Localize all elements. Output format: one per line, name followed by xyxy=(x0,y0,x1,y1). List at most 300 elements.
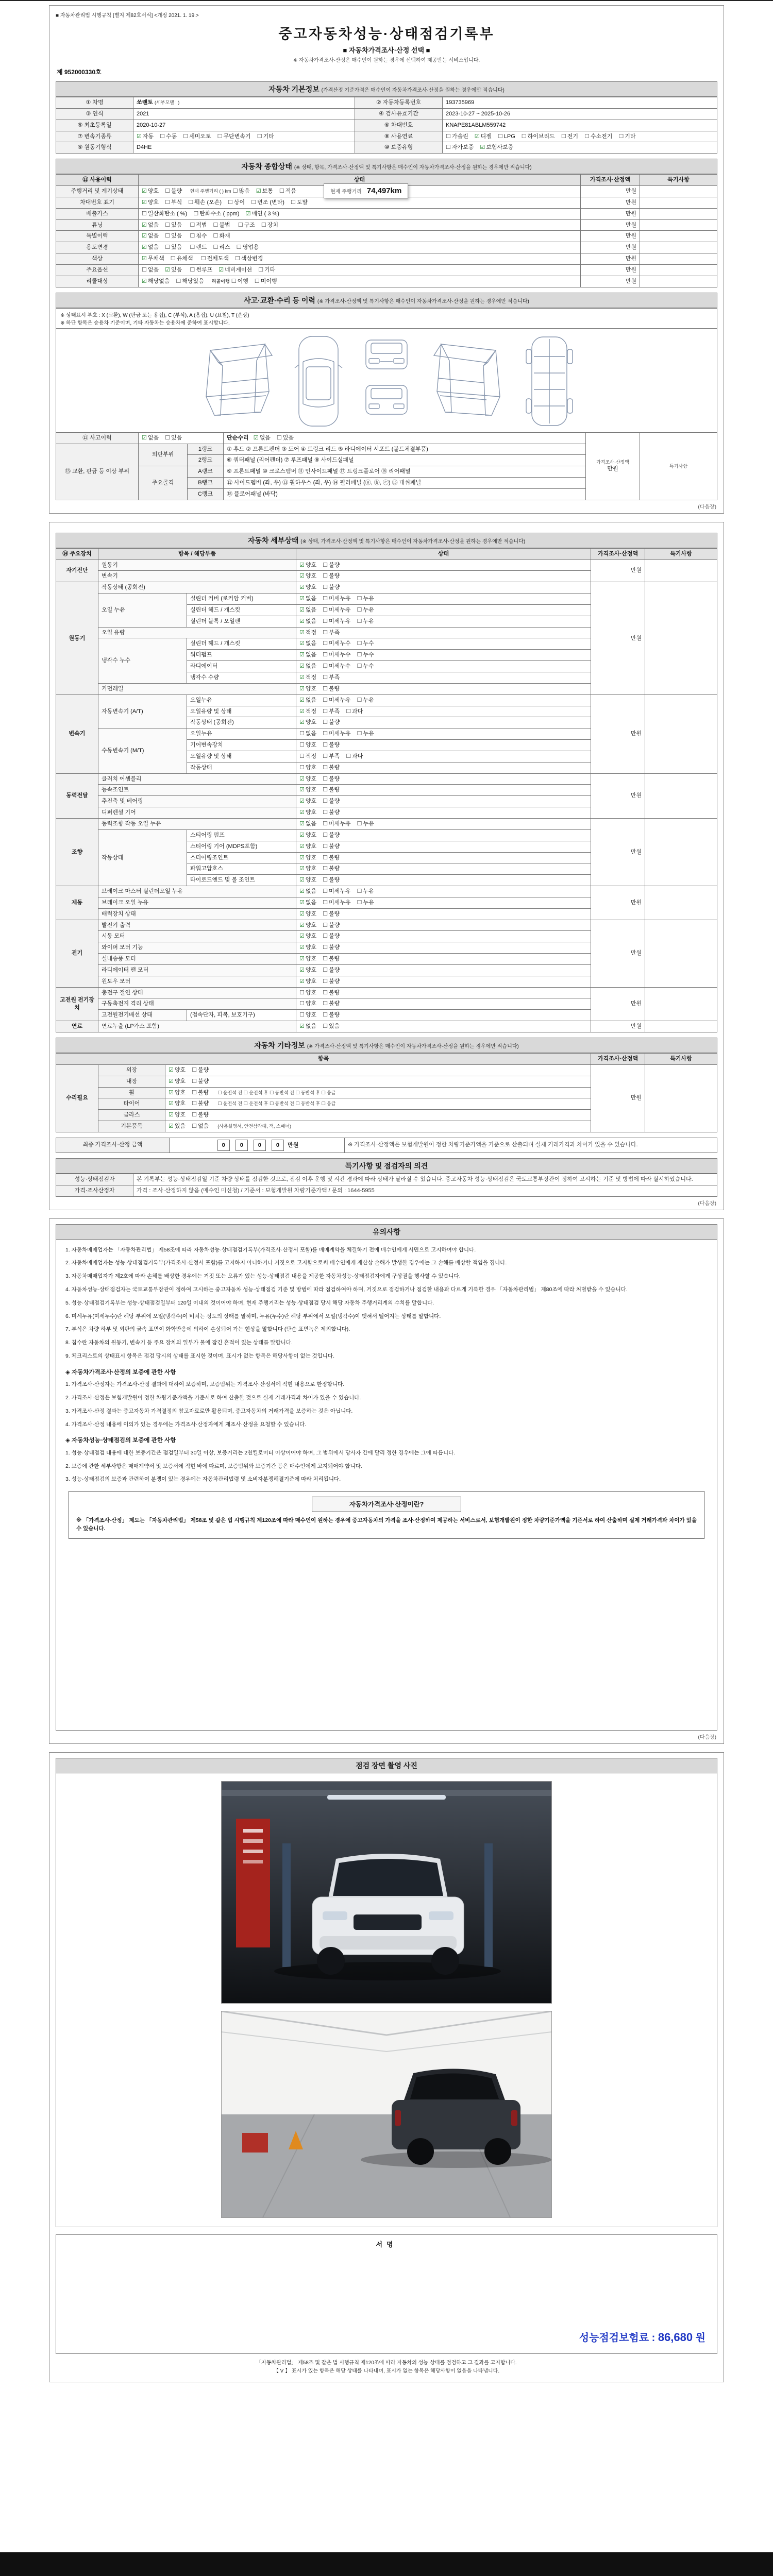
checkbox-option[interactable]: ☐ 부족 xyxy=(323,707,340,715)
checkbox-option[interactable]: ☑ 없음 xyxy=(299,663,317,670)
checkbox-option[interactable]: ☑ 없음 xyxy=(299,888,317,895)
checkbox-option[interactable]: ☑ 양호 xyxy=(299,921,317,928)
checkbox-checked-icon: ☑ xyxy=(299,955,305,962)
checkbox-option[interactable]: ☑ 양호 xyxy=(299,865,317,872)
checkbox-empty-icon: ☐ xyxy=(323,561,328,568)
checkbox-option[interactable]: ☐ 구조 xyxy=(238,221,255,228)
checkbox-option[interactable]: ☐ 있음 xyxy=(165,434,182,441)
recall-row: 리콜대상 ☑ 해당없음 ☐ 해당있음 리콜이행 ☐ 이행 ☐ 미이행 만원 xyxy=(56,276,717,287)
checkbox-option[interactable]: ☐ 불량 xyxy=(323,910,340,917)
checkbox-option[interactable]: ☐ 적정 xyxy=(299,752,317,759)
checkbox-option[interactable]: ☐ 누수 xyxy=(357,651,374,658)
checkbox-option[interactable]: ☑ 네비게이션 xyxy=(219,266,253,273)
col-etc-item: 항목 xyxy=(56,1054,591,1065)
checkbox-option[interactable]: ☑ 없음 xyxy=(299,820,317,827)
car-underbody-diagram xyxy=(525,334,574,429)
checkbox-option[interactable]: ☐ 누유 xyxy=(357,899,374,906)
checkbox-option[interactable]: ☐ 하이브리드 xyxy=(521,132,555,140)
checkbox-option[interactable]: ☐ 누유 xyxy=(357,696,374,703)
checkbox-option[interactable]: ☐ 불량 xyxy=(323,685,340,692)
checkbox-option[interactable]: ☑ 양호 xyxy=(169,1066,186,1073)
checkbox-option[interactable]: ☐ 누유 xyxy=(357,820,374,827)
checkbox-option[interactable]: ☐ 불량 xyxy=(323,842,340,850)
checkbox-option[interactable]: ☐ 미세누유 xyxy=(323,899,351,906)
checkbox-checked-icon: ☑ xyxy=(299,933,305,940)
checkbox-option[interactable]: ☐ 불량 xyxy=(323,876,340,884)
checkbox-option[interactable]: ☑ 보통 xyxy=(256,188,273,195)
checkbox-empty-icon: ☐ xyxy=(234,255,240,262)
checkbox-option[interactable]: ☑ 양호 xyxy=(299,809,317,816)
checkbox-checked-icon: ☑ xyxy=(474,132,480,140)
checkbox-option[interactable]: ☐ 불량 xyxy=(323,989,340,996)
checkbox-option[interactable]: ☐ 없음 xyxy=(299,730,317,737)
checkbox-empty-icon: ☐ xyxy=(323,696,328,703)
notice-item: 3. 자동차매매업자가 제2호에 따라 손해를 배상한 경우에는 거짓 또는 오류가 있는 성능·상태점검 내용을 제공한 자동차성능·상태점검자에게 구상권을 행사할 수 있습니다. xyxy=(65,1273,461,1280)
checkbox-option[interactable]: ☐ 미세누유 xyxy=(323,696,351,703)
state-cell xyxy=(296,1021,591,1032)
checkbox-option[interactable]: ☐ 있음 xyxy=(165,221,182,228)
checkbox-empty-icon: ☐ xyxy=(357,663,362,670)
transmission-label: ⑦ 변속기종류 xyxy=(56,131,133,142)
checkbox-option[interactable]: ☑ 있음 xyxy=(169,1123,186,1130)
checkbox-option[interactable]: ☐ 미이행 xyxy=(254,277,277,284)
checkbox-option[interactable]: ☐ 미세누유 xyxy=(323,730,351,737)
state-cell xyxy=(296,818,591,829)
checkbox-option[interactable]: ☐ 불량 xyxy=(323,854,340,861)
checkbox-option[interactable]: ☑ 양호 xyxy=(299,775,317,782)
checkbox-option[interactable]: ☑ 양호 xyxy=(299,854,317,861)
checkbox-option[interactable]: ☐ 불량 xyxy=(192,1111,209,1118)
checkbox-option[interactable]: ☐ LPG xyxy=(497,132,515,140)
checkbox-option[interactable]: ☐ 없음 xyxy=(142,266,159,273)
item-cell: 동력조향 작동 오일 누유 xyxy=(98,818,296,829)
checkbox-option[interactable]: ☐ 불량 xyxy=(192,1077,209,1084)
checkbox-checked-icon: ☑ xyxy=(137,132,142,140)
vin-mark-options xyxy=(139,197,581,208)
checkbox-option[interactable]: ☐ 불량 xyxy=(323,1000,340,1007)
checkbox-option[interactable]: ☑ 적정 xyxy=(299,629,317,636)
remark-cell xyxy=(645,1021,717,1032)
outer-panel-label: 외판부위 xyxy=(139,444,188,466)
etc-info-table xyxy=(56,1053,717,1132)
checkbox-empty-icon: ☐ xyxy=(213,221,219,228)
usage-change-row: 용도변경 ☑ 없음 ☐ 있음 ☐ 렌트 ☐ 리스 ☐ 영업용 만원 xyxy=(56,242,717,253)
checkbox-option[interactable]: ☐ 부식 xyxy=(165,198,182,206)
checkbox-option[interactable]: ☐ 기타 xyxy=(618,132,636,140)
checkbox-option[interactable]: ☐ 훼손 (오손) xyxy=(188,198,222,206)
inspector-label: 성능·상태점검자 xyxy=(56,1174,133,1185)
checkbox-option[interactable]: ☐ 과다 xyxy=(346,707,363,715)
checkbox-option[interactable]: ☐ 미세누수 xyxy=(323,663,351,670)
checkbox-option[interactable]: ☐ 미세누유 xyxy=(323,595,351,602)
rank1-parts: ① 후드 ② 프론트펜더 ③ 도어 ④ 트렁크 리드 ⑤ 라디에이터 서포트 (볼트체결부품) xyxy=(224,444,586,455)
checkbox-option[interactable]: ☑ 없음 xyxy=(253,434,271,441)
rank2-label: 2랭크 xyxy=(188,455,224,466)
signature-title: 서명 xyxy=(376,2240,397,2248)
checkbox-option[interactable]: ☐ 불량 xyxy=(323,741,340,749)
remark-cell xyxy=(645,818,717,886)
checkbox-option[interactable]: ☐ 불량 xyxy=(192,1066,209,1073)
device-group-cell: 제동 xyxy=(56,886,98,920)
col-detail-price: 가격조사·산정액 xyxy=(591,548,645,560)
detail-row xyxy=(56,987,717,998)
checkbox-option[interactable]: ☐ 누수 xyxy=(357,640,374,647)
checkbox-checked-icon: ☑ xyxy=(299,820,305,827)
checkbox-option[interactable]: ☐ 자가보증 xyxy=(446,144,474,151)
checkbox-option[interactable]: ☐ 불량 xyxy=(192,1100,209,1107)
tuning-state xyxy=(139,219,581,231)
checkbox-option[interactable]: ☐ 불량 xyxy=(323,921,340,928)
checkbox-option[interactable]: ☑ 매연 ( 3 %) xyxy=(245,210,279,217)
checkbox-option[interactable]: ☐ 화재 xyxy=(213,232,230,240)
car-diagrams xyxy=(56,328,717,432)
checkbox-empty-icon: ☐ xyxy=(323,663,328,670)
remark-cell xyxy=(645,694,717,773)
checkbox-option[interactable]: ☐ 가솔린 xyxy=(446,132,468,140)
checkbox-option[interactable]: ☑ 양호 xyxy=(299,798,317,805)
checkbox-option[interactable]: ☐ 양호 xyxy=(299,989,317,996)
checkbox-option[interactable]: ☐ 영업용 xyxy=(236,244,259,251)
col-state: 상태 xyxy=(139,175,581,186)
checkbox-option[interactable]: ☑ 적정 xyxy=(299,707,317,715)
checkbox-option[interactable]: ☑ 자동 xyxy=(137,132,154,140)
checkbox-option[interactable]: ☑ 양호 xyxy=(299,933,317,940)
detail-row xyxy=(56,560,717,571)
checkbox-empty-icon: ☐ xyxy=(165,244,171,251)
rankA-parts: ⑨ 프론트패널 ⑩ 크로스멤버 ⑪ 인사이드패널 ⑰ 트렁크플로어 ⑱ 리어패널 xyxy=(224,466,586,478)
checkbox-option[interactable]: ☐ 불법 xyxy=(213,221,230,228)
checkbox-option[interactable]: ☐ 있음 xyxy=(165,244,182,251)
final-price-unit: 만원 xyxy=(287,1142,299,1148)
checkbox-option[interactable]: ☐ 불량 xyxy=(323,933,340,940)
col-usage: ⑪ 사용이력 xyxy=(56,175,139,186)
checkbox-checked-icon: ☑ xyxy=(299,696,305,703)
checkbox-checked-icon: ☑ xyxy=(142,198,147,206)
checkbox-empty-icon: ☐ xyxy=(165,221,171,228)
checkbox-option[interactable]: ☐ 미세누수 xyxy=(323,640,351,647)
checkbox-empty-icon: ☐ xyxy=(323,775,328,782)
checkbox-option[interactable]: ☐ 미세누유 xyxy=(323,606,351,613)
checkbox-option[interactable]: ☐ 유채색 xyxy=(170,255,193,262)
state-cell xyxy=(296,976,591,987)
about-price-survey-box xyxy=(69,1491,704,1539)
checkbox-option[interactable]: ☑ 양호 xyxy=(299,561,317,568)
checkbox-option[interactable]: ☐ 누수 xyxy=(357,663,374,670)
checkbox-option[interactable]: ☑ 양호 xyxy=(169,1100,186,1107)
detail-table-body xyxy=(56,560,717,1032)
item-cell: 커먼레일 xyxy=(98,683,296,694)
checkbox-option[interactable]: ☐ 불량 xyxy=(323,572,340,580)
checkbox-option[interactable]: ☐ 해당있음 xyxy=(176,277,204,284)
checkbox-option[interactable]: ☐ 적법 xyxy=(190,221,207,228)
checkbox-empty-icon: ☐ xyxy=(357,651,362,658)
checkbox-empty-icon: ☐ xyxy=(323,640,328,647)
next-page-note: (다음장) xyxy=(698,1200,716,1207)
checkbox-option[interactable]: ☑ 없음 xyxy=(142,221,159,228)
checkbox-option[interactable]: ☐ 이행 xyxy=(231,277,248,284)
part-cell: 오일누유 xyxy=(187,728,296,740)
checkbox-checked-icon: ☑ xyxy=(256,188,261,195)
state-cell xyxy=(296,954,591,965)
checkbox-option[interactable]: ☑ 양호 xyxy=(142,188,159,195)
car-name: 쏘렌토 xyxy=(137,99,153,106)
checkbox-option[interactable]: ☑ 없음 xyxy=(142,232,159,240)
checkbox-option[interactable]: ☐ 불량 xyxy=(323,865,340,872)
part-cell: 작동상태 xyxy=(187,762,296,773)
state-cell xyxy=(296,683,591,694)
checkbox-checked-icon: ☑ xyxy=(142,188,147,195)
checkbox-option[interactable]: ☐ 불량 xyxy=(323,944,340,951)
part-cell: 실린더 커버 (로커암 커버) xyxy=(187,594,296,605)
checkbox-option[interactable]: ☑ 양호 xyxy=(299,584,317,591)
checkbox-option[interactable]: ☐ 수동 xyxy=(160,132,177,140)
fee-label: 성능점검보험료 : xyxy=(579,2332,656,2344)
checkbox-empty-icon: ☐ xyxy=(299,730,305,737)
section-final-price xyxy=(56,1138,717,1153)
document-footer xyxy=(56,2354,717,2380)
checkbox-option[interactable]: ☐ 적음 xyxy=(279,188,296,195)
notice-item: 3. 가격조사·산정 결과는 중고자동차 가격결정의 참고자료로만 활용되며, 중고자동차의 거래가격을 보증하는 것은 아닙니다. xyxy=(65,1408,353,1414)
checkbox-empty-icon: ☐ xyxy=(251,198,257,206)
checkbox-option[interactable]: ☐ 불량 xyxy=(323,719,340,726)
checkbox-empty-icon: ☐ xyxy=(323,1000,328,1007)
checkbox-option[interactable]: ☐ 불량 xyxy=(165,188,182,195)
tuning-label: 튜닝 xyxy=(56,219,139,231)
checkbox-option[interactable]: ☐ 있음 xyxy=(165,232,182,240)
checkbox-option[interactable]: ☐ 침수 xyxy=(190,232,207,240)
notice-list xyxy=(65,1246,708,1361)
about-price-survey-title: 자동차가격조사·산정이란? xyxy=(312,1497,461,1512)
checkbox-option[interactable]: ☐ 전체도색 xyxy=(200,255,229,262)
checkbox-option[interactable]: ☑ 무채색 xyxy=(142,255,164,262)
col-price: 가격조사·산정액 xyxy=(581,175,640,186)
checkbox-option[interactable]: ☑ 없음 xyxy=(142,244,159,251)
checkbox-empty-icon: ☐ xyxy=(323,921,328,928)
checkbox-empty-icon: ☐ xyxy=(323,910,328,917)
rankC-parts: ⑮ 플로어패널 (바닥) xyxy=(224,488,586,500)
checkbox-option[interactable]: ☐ 불량 xyxy=(323,809,340,816)
price-cell: 만원 xyxy=(591,818,645,886)
checkbox-option[interactable]: ☑ 양호 xyxy=(299,966,317,973)
notice-item: 7. 부식은 차량 하부 및 외판의 금속 표면이 화학반응에 의하여 손상되어 가는 현상을 말합니다 (단순 표면녹은 제외합니다). xyxy=(65,1326,350,1333)
etc-item-cell: 휠 xyxy=(98,1087,165,1098)
checkbox-option[interactable]: ☑ 있음 xyxy=(165,266,182,273)
checkbox-option[interactable]: ☑ 없음 xyxy=(299,899,317,906)
checkbox-option[interactable]: ☐ 불량 xyxy=(192,1089,209,1096)
checkbox-option[interactable]: ☐ 미세누유 xyxy=(323,617,351,624)
checkbox-option[interactable]: ☑ 없음 xyxy=(299,651,317,658)
checkbox-empty-icon: ☐ xyxy=(231,277,237,284)
checkbox-option[interactable]: ☑ 양호 xyxy=(142,198,159,206)
checkbox-empty-icon: ☐ xyxy=(176,277,181,284)
checkbox-empty-icon: ☐ xyxy=(323,606,328,613)
mileage-popup xyxy=(324,183,408,198)
checkbox-option[interactable]: ☐ 불량 xyxy=(323,764,340,771)
accident-history-label: ⑫ 사고이력 xyxy=(56,432,139,444)
checkbox-option[interactable]: ☑ 양호 xyxy=(299,719,317,726)
checkbox-option[interactable]: ☐ 무단변속기 xyxy=(217,132,251,140)
checkbox-option[interactable]: ☐ 양호 xyxy=(299,1000,317,1007)
checkbox-option[interactable]: ☐ 장치 xyxy=(261,221,278,228)
checkbox-empty-icon: ☐ xyxy=(323,842,328,850)
checkbox-option[interactable]: ☐ 누유 xyxy=(357,606,374,613)
checkbox-option[interactable]: ☑ 양호 xyxy=(299,944,317,951)
warranty-type-options xyxy=(443,142,717,154)
checkbox-option[interactable]: ☑ 양호 xyxy=(299,572,317,580)
col-device: ⑭ 주요장치 xyxy=(56,548,98,560)
first-registration-label: ⑤ 최초등록일 xyxy=(56,120,133,131)
checkbox-option[interactable]: ☑ 없음 xyxy=(299,617,317,624)
checkbox-option[interactable]: ☐ 세미오토 xyxy=(183,132,211,140)
checkbox-option[interactable]: ☐ 미세누수 xyxy=(323,651,351,658)
basic-info-title: 자동차 기본정보 xyxy=(268,85,320,93)
checkbox-option[interactable]: ☐ 불량 xyxy=(323,584,340,591)
checkbox-option[interactable]: ☐ 미세누유 xyxy=(323,820,351,827)
checkbox-checked-icon: ☑ xyxy=(299,831,305,838)
remark-cell xyxy=(645,1064,717,1132)
checkbox-option[interactable]: ☑ 없음 xyxy=(142,434,159,441)
checkbox-option[interactable]: ☐ 불량 xyxy=(323,977,340,985)
checkbox-option[interactable]: ☑ 양호 xyxy=(299,876,317,884)
checkbox-option[interactable]: ☑ 양호 xyxy=(299,977,317,985)
final-price-label: 최종 가격조사·산정 금액 xyxy=(56,1138,170,1153)
state-cell xyxy=(296,987,591,998)
checkbox-option[interactable]: ☐ 색상변경 xyxy=(234,255,263,262)
checkbox-option[interactable]: ☐ 불량 xyxy=(323,955,340,962)
checkbox-option[interactable]: ☐ 누유 xyxy=(357,617,374,624)
table-row xyxy=(56,131,717,142)
checkbox-option[interactable]: ☑ 양호 xyxy=(299,831,317,838)
footer-line-2: 【 V 】 표시가 있는 항목은 해당 상태를 나타내며, 표시가 없는 항목은 해당사항이 없음을 나타냅니다. xyxy=(273,2368,500,2374)
checkbox-option[interactable]: ☐ 기타 xyxy=(257,132,274,140)
checkbox-option[interactable]: ☐ 변조 (변타) xyxy=(251,198,284,206)
checkbox-option[interactable]: ☑ 양호 xyxy=(299,955,317,962)
checkbox-option[interactable]: ☐ 양호 xyxy=(299,1011,317,1019)
checkbox-option[interactable]: ☐ 부족 xyxy=(323,752,340,759)
device-group-cell: 동력전달 xyxy=(56,773,98,818)
checkbox-checked-icon: ☑ xyxy=(299,674,305,681)
checkbox-option[interactable]: ☑ 양호 xyxy=(169,1089,186,1096)
car-top-view-diagram xyxy=(294,334,343,429)
footer-line-1: 「자동차관리법」 제58조 및 같은 법 시행규칙 제120조에 따라 자동차의 성능·상태를 점검하고 그 결과를 고지합니다. xyxy=(256,2360,517,2366)
remark-cell xyxy=(640,186,717,197)
checkbox-option[interactable]: ☐ 양호 xyxy=(299,764,317,771)
checkbox-option[interactable]: ☐ 누유 xyxy=(357,730,374,737)
part-cell: 오일유량 및 상태 xyxy=(187,706,296,717)
checkbox-option[interactable]: ☐ 과다 xyxy=(346,752,363,759)
checkbox-option[interactable]: ☑ 없음 xyxy=(299,595,317,602)
checkbox-option[interactable]: ☑ 없음 xyxy=(299,696,317,703)
notice-item: 1. 가격조사·산정자는 가격조사·산정 결과에 대하여 보증하며, 보증범위는 가격조사·산정서에 적힌 내용으로 한정합니다. xyxy=(65,1381,345,1388)
checkbox-option[interactable]: ☐ 불량 xyxy=(323,798,340,805)
state-cell xyxy=(296,661,591,672)
checkbox-option[interactable]: ☑ 양호 xyxy=(169,1111,186,1118)
detail-row xyxy=(56,694,717,706)
mileage-row-label: 주행거리 및 계기상태 xyxy=(56,186,139,197)
perf-guarantee-title: ◈ 자동차성능·상태점검의 보증에 관한 사항 xyxy=(65,1437,176,1444)
detail-row xyxy=(56,818,717,829)
checkbox-option[interactable]: ☑ 해당없음 xyxy=(142,277,170,284)
checkbox-option[interactable]: ☐ 없음 xyxy=(192,1123,209,1130)
checkbox-option[interactable]: ☑ 없음 xyxy=(299,606,317,613)
checkbox-option[interactable]: ☑ 양호 xyxy=(169,1077,186,1084)
checkbox-option[interactable]: ☐ 기타 xyxy=(258,266,276,273)
checkbox-option[interactable]: ☐ 수소전기 xyxy=(584,132,613,140)
vin-mark-row: 차대번호 표기 ☑ 양호 ☐ 부식 ☐ 훼손 (오손) ☐ 상이 ☐ 변조 (변타) ☐ 도말 만원 xyxy=(56,197,717,208)
notice-header: 유의사항 xyxy=(56,1224,717,1240)
checkbox-option[interactable]: ☐ 불량 xyxy=(323,831,340,838)
checkbox-checked-icon: ☑ xyxy=(299,842,305,850)
checkbox-option[interactable]: ☑ 양호 xyxy=(299,786,317,793)
checkbox-option[interactable]: ☐ 전기 xyxy=(561,132,578,140)
checkbox-option[interactable]: ☐ 미세누유 xyxy=(323,888,351,895)
remark-cell xyxy=(645,987,717,1021)
etc-extra: ☐ 운전석 전 ☐ 운전석 후 ☐ 동반석 전 ☐ 동반석 후 ☐ 응급 xyxy=(215,1090,336,1095)
checkbox-option[interactable]: ☐ 리스 xyxy=(213,244,230,251)
checkbox-option[interactable]: ☑ 디젤 xyxy=(474,132,492,140)
rank1-label: 1랭크 xyxy=(188,444,224,455)
checkbox-option[interactable]: ☐ 있음 xyxy=(323,1023,340,1030)
checkbox-empty-icon: ☐ xyxy=(254,277,260,284)
engine-type-value: D4HE xyxy=(133,142,355,154)
checkbox-empty-icon: ☐ xyxy=(323,595,328,602)
checkbox-option[interactable]: ☑ 없음 xyxy=(299,640,317,647)
checkbox-option[interactable]: ☐ 많음 xyxy=(232,188,250,195)
etc-header-row xyxy=(56,1054,717,1065)
checkbox-option[interactable]: ☐ 일산화탄소 ( %) xyxy=(142,210,188,217)
checkbox-option[interactable]: ☐ 불량 xyxy=(323,775,340,782)
checkbox-option[interactable]: ☑ 보험사보증 xyxy=(480,144,514,151)
checkbox-option[interactable]: ☐ 양호 xyxy=(299,741,317,749)
checkbox-option[interactable]: ☐ 불량 xyxy=(323,966,340,973)
checkbox-option[interactable]: ☑ 없음 xyxy=(299,1023,317,1030)
final-price-note: ※ 가격조사·산정액은 보험개발원이 정한 차량기준가액을 기준으로 산출되며 실제 거래가격과 차이가 있을 수 있습니다. xyxy=(345,1138,717,1153)
item-cell: 와이퍼 모터 기능 xyxy=(98,942,296,954)
checkbox-empty-icon: ☐ xyxy=(323,831,328,838)
checkbox-option[interactable]: ☐ 불량 xyxy=(323,1011,340,1019)
checkbox-empty-icon: ☐ xyxy=(299,764,305,771)
checkbox-empty-icon: ☐ xyxy=(183,132,189,140)
checkbox-option[interactable]: ☐ 누유 xyxy=(357,888,374,895)
checkbox-option[interactable]: ☐ 상이 xyxy=(228,198,245,206)
checkbox-option[interactable]: ☐ 탄화수소 ( ppm) xyxy=(193,210,240,217)
checkbox-option[interactable]: ☐ 불량 xyxy=(323,561,340,568)
checkbox-option[interactable]: ☐ 도말 xyxy=(290,198,308,206)
accident-note: (※ 가격조사·산정액 및 특기사항은 매수인이 자동차가격조사·산정을 원하는 경우에만 적습니다) xyxy=(317,298,529,304)
part-cell: 실린더 헤드 / 개스킷 xyxy=(187,604,296,616)
transmission-options xyxy=(133,131,355,142)
checkbox-empty-icon: ☐ xyxy=(323,1011,328,1019)
checkbox-option[interactable]: ☐ 썬루프 xyxy=(190,266,213,273)
section-detail-condition xyxy=(56,533,717,1032)
checkbox-option[interactable]: ☑ 양호 xyxy=(299,842,317,850)
next-page-note: (다음장) xyxy=(698,504,716,510)
checkbox-option[interactable]: ☐ 불량 xyxy=(323,786,340,793)
checkbox-option[interactable]: ☐ 렌트 xyxy=(190,244,207,251)
checkbox-empty-icon: ☐ xyxy=(299,1011,305,1019)
checkbox-option[interactable]: ☐ 있음 xyxy=(276,434,294,441)
checkbox-option[interactable]: ☑ 양호 xyxy=(299,910,317,917)
inspection-photos xyxy=(56,1773,717,2227)
checkbox-checked-icon: ☑ xyxy=(169,1123,174,1130)
checkbox-option[interactable]: ☐ 누유 xyxy=(357,595,374,602)
section-accident-history xyxy=(56,293,717,500)
checkbox-option[interactable]: ☐ 부족 xyxy=(323,629,340,636)
checkbox-option[interactable]: ☑ 양호 xyxy=(299,685,317,692)
car-frame-rear-diagram xyxy=(430,334,507,429)
checkbox-option[interactable]: ☐ 부족 xyxy=(323,674,340,681)
checkbox-option[interactable]: ☑ 적정 xyxy=(299,674,317,681)
